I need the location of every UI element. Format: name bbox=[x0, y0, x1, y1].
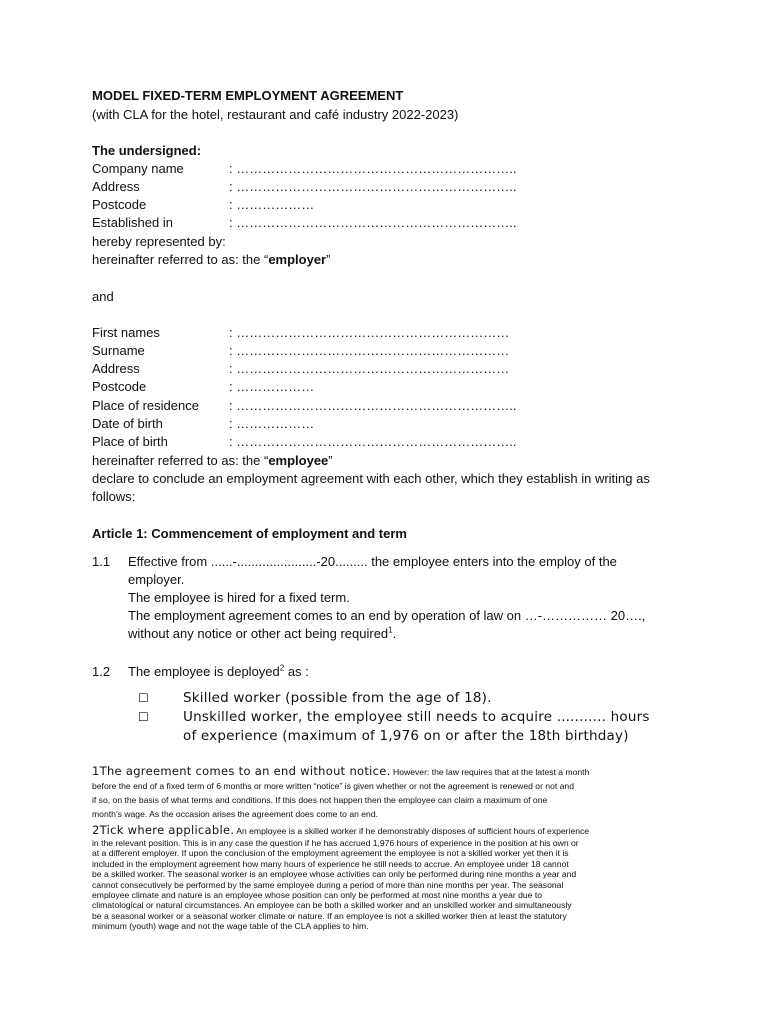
clause-line: Effective from ......-......................-20......... the employee enters into the employ of the bbox=[128, 554, 617, 569]
undersigned-heading: The undersigned: bbox=[92, 143, 202, 158]
footnote-text: An employee is a skilled worker if he demonstrably disposes of sufficient hours of experience bbox=[234, 826, 590, 836]
footnote-line bbox=[92, 764, 687, 779]
footnote-line: month’s wage. As the occasion arises the agreement does come to an end. bbox=[92, 809, 378, 819]
employee-field-row bbox=[92, 397, 516, 415]
represented-by-line: hereby represented by: bbox=[92, 234, 226, 249]
footnote-line: before the end of a fixed term of 6 months or more written “notice” is given whether or not the agreement is renewed or not and bbox=[92, 781, 574, 791]
footnote-line: at a different employer. If upon the conclusion of the employment agreement the employee is not a skilled worker yet then it is bbox=[92, 848, 569, 859]
employee-field-row bbox=[92, 324, 509, 342]
employee-field-row bbox=[92, 342, 509, 360]
footnote-1 bbox=[92, 764, 687, 821]
and-line: and bbox=[92, 289, 114, 304]
employee-field-row bbox=[92, 433, 516, 451]
field-blank: : ……………… bbox=[229, 379, 315, 394]
footnote-line: employee climate and nature is an employee whose position can only be performed at most nine months a year due to bbox=[92, 890, 542, 901]
footnote-2 bbox=[92, 823, 687, 932]
employer-reference-line bbox=[92, 251, 330, 269]
document-subtitle: (with CLA for the hotel, restaurant and café industry 2022-2023) bbox=[92, 107, 459, 122]
employee-field-row bbox=[92, 360, 509, 378]
option-line: of experience (maximum of 1,976 on or after the 18th birthday) bbox=[183, 728, 629, 744]
clause-number: 1.2 bbox=[92, 664, 111, 679]
footnote-line: minimum (youth) wage and not the wage table of the CLA applies to him. bbox=[92, 921, 369, 932]
clause-1-2-text bbox=[128, 663, 683, 681]
clause-text: The employee is deployed bbox=[128, 664, 280, 679]
option-skilled-worker: Skilled worker (possible from the age of 18). bbox=[183, 690, 492, 706]
field-label: Postcode bbox=[92, 379, 147, 394]
field-label: Date of birth bbox=[92, 416, 163, 431]
footnote-line: in the relevant position. This is in any case the question if he has accrued 1,976 hours of experience in the position at his own or bbox=[92, 838, 579, 848]
field-blank: : ……………………………………………………….. bbox=[229, 398, 517, 413]
field-blank: : ……………………………………………………….. bbox=[229, 434, 517, 449]
reference-prefix: hereinafter referred to as: the “ bbox=[92, 252, 269, 267]
field-blank: : ……………………………………………………… bbox=[229, 325, 510, 340]
option-line: Unskilled worker, the employee still needs to acquire ........... hours bbox=[183, 709, 650, 725]
employer-term: employer bbox=[268, 252, 327, 267]
footnote-line: included in the employment agreement how many hours of experience he still needs to accrue. An employee under 18 cannot bbox=[92, 858, 569, 869]
footnote-lead: 2Tick where applicable. bbox=[92, 823, 235, 837]
field-label: Place of residence bbox=[92, 398, 199, 413]
field-label: Address bbox=[92, 361, 140, 376]
declare-line: declare to conclude an employment agreement with each other, which they establish in writing as bbox=[92, 471, 650, 486]
clause-line: employer. bbox=[128, 572, 185, 587]
footnote-line: be a seasonal worker or a seasonal worker climate or nature. If an employee is not a skilled worker then at least the statutory bbox=[92, 910, 567, 921]
field-blank: : ……………………………………………………… bbox=[229, 343, 510, 358]
checkbox-unskilled-worker[interactable]: ☐ bbox=[138, 710, 149, 724]
employer-field-row bbox=[92, 160, 516, 178]
field-label: Company name bbox=[92, 161, 184, 176]
declare-line: follows: bbox=[92, 489, 136, 504]
footnote-lead: 1The agreement comes to an end without notice. bbox=[92, 764, 391, 778]
footnote-ref: 1 bbox=[388, 625, 393, 635]
clause-text: . bbox=[392, 626, 397, 641]
footnote-line bbox=[92, 823, 687, 838]
field-blank: : ……………… bbox=[229, 416, 315, 431]
employee-reference-line bbox=[92, 452, 333, 470]
clause-line: The employment agreement comes to an end by operation of law on …-…………… 20…., bbox=[128, 608, 646, 623]
clause-1-1-text bbox=[128, 553, 683, 643]
clause-text: as : bbox=[284, 664, 309, 679]
field-blank: : ……………………………………………………….. bbox=[229, 215, 517, 230]
employer-field-row bbox=[92, 178, 516, 196]
article-1-heading: Article 1: Commencement of employment and term bbox=[92, 526, 407, 541]
field-blank: : ……………………………………………………….. bbox=[229, 161, 517, 176]
footnote-text: However: the law requires that at the latest a month bbox=[390, 767, 590, 777]
field-label: Surname bbox=[92, 343, 145, 358]
field-blank: : ……………………………………………………….. bbox=[229, 179, 517, 194]
field-blank: : ……………… bbox=[229, 197, 315, 212]
employer-field-row bbox=[92, 196, 314, 214]
footnote-line: be a skilled worker. The seasonal worker is an employee whose activities can only be performed during nine months a year and bbox=[92, 869, 577, 880]
field-label: Established in bbox=[92, 215, 173, 230]
reference-suffix: ” bbox=[326, 252, 331, 267]
checkbox-skilled-worker[interactable]: ☐ bbox=[138, 691, 149, 705]
clause-number: 1.1 bbox=[92, 554, 111, 569]
field-label: Postcode bbox=[92, 197, 147, 212]
clause-line bbox=[128, 625, 683, 643]
field-blank: : ……………………………………………………… bbox=[229, 361, 510, 376]
option-unskilled-worker bbox=[183, 708, 683, 746]
employer-field-row bbox=[92, 214, 516, 232]
field-label: Address bbox=[92, 179, 140, 194]
employee-field-row bbox=[92, 378, 314, 396]
reference-prefix: hereinafter referred to as: the “ bbox=[92, 453, 269, 468]
field-label: Place of birth bbox=[92, 434, 168, 449]
employee-field-row bbox=[92, 415, 314, 433]
clause-line: The employee is hired for a fixed term. bbox=[128, 590, 350, 605]
document-title: MODEL FIXED-TERM EMPLOYMENT AGREEMENT bbox=[92, 88, 404, 103]
footnote-ref: 2 bbox=[279, 663, 285, 673]
clause-text: without any notice or other act being required bbox=[128, 626, 389, 641]
footnote-line: cannot consecutively be performed by the same employee during a period of more than nine months per year. The seasonal bbox=[92, 879, 564, 890]
reference-suffix: ” bbox=[328, 453, 333, 468]
footnote-line: if so, on the basis of what terms and conditions. If this does not happen then the employee can claim a maximum of one bbox=[92, 795, 548, 805]
employee-term: employee bbox=[268, 453, 329, 468]
field-label: First names bbox=[92, 325, 160, 340]
footnote-line: climatological or natural circumstances. An employee can be both a skilled worker and an unskilled worker and simultaneously bbox=[92, 900, 572, 911]
